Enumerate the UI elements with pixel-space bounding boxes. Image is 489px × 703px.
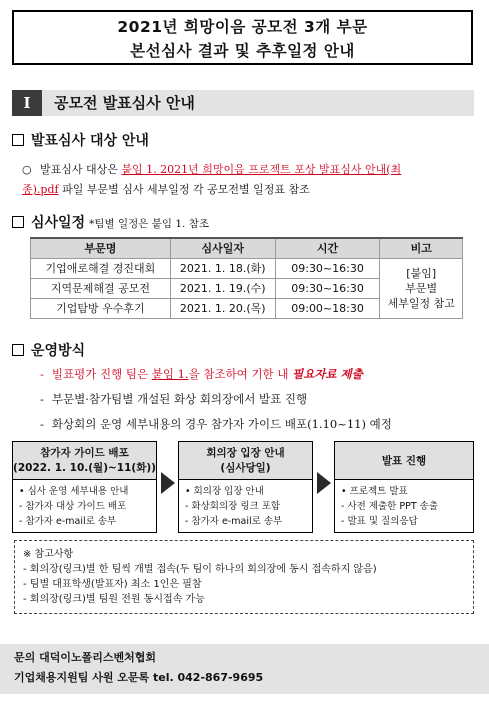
cell-name: 지역문제해결 공모전 (31, 278, 171, 298)
target-heading: 발표심사 대상 안내 (12, 130, 149, 150)
square-bullet-icon (12, 134, 24, 146)
flow-step-presentation (334, 441, 474, 533)
cell-name: 기업애로해결 경진대회 (31, 258, 171, 278)
title-line-2: 본선심사 결과 및 추후일정 안내 (130, 42, 355, 60)
flow-step-body: • 회의장 입장 안내 - 화상회의장 링크 포함 - 참가자 e-mail로 송부 (185, 486, 283, 527)
flow-step-title: 참가자 가이드 배포 (2022. 1. 10.(월)~11(화)) (13, 442, 156, 480)
note-item: - 회의장(링크)별 한 팀씩 개별 접속(두 팀이 하나의 회의장에 동시 접속하지 않음) (23, 564, 377, 575)
flow-step-guide (12, 441, 157, 533)
document-title (12, 10, 473, 65)
schedule-table (30, 237, 463, 319)
note-item: - 회의장(링크)별 팀원 전원 동시접속 가능 (23, 594, 205, 605)
attachment-link-cont[interactable]: 종).pdf (22, 183, 59, 196)
flow-step-title: 발표 진행 (335, 442, 473, 480)
notes-title: ※ 참고사항 (23, 549, 74, 560)
col-header-time: 시간 (275, 238, 380, 258)
operation-heading: 운영방식 (12, 340, 85, 360)
contact-footer (0, 644, 489, 694)
arrow-right-icon (317, 472, 331, 494)
cell-date: 2021. 1. 18.(화) (170, 258, 275, 278)
cell-remark: [붙임] 부문별 세부일정 참고 (380, 258, 463, 318)
notes-box (14, 540, 474, 614)
operation-item-3: - 화상회의 운영 세부내용의 경우 참가자 가이드 배포(1.10~11) 예정 (40, 417, 392, 431)
table-row (31, 258, 463, 278)
col-header-date: 심사일자 (170, 238, 275, 258)
schedule-note: *팀별 일정은 붙임 1. 참조 (89, 218, 210, 230)
contact-org: 문의 대덕이노폴리스벤처협회 (14, 651, 156, 664)
circle-bullet-icon: ○ (22, 163, 32, 176)
operation-item-1: - 빌표평가 진행 팀은 붙임 1.을 참조하여 기한 내 필요자료 제출 (40, 367, 363, 381)
attachment-link[interactable]: 붙임 1. 2021년 희망이음 프로젝트 포상 발표심사 안내(최 (121, 163, 402, 176)
flow-step-body: • 심사 운영 세부내용 안내 - 참가자 대상 가이드 배포 - 참가자 e-mail로 송부 (19, 486, 129, 527)
note-item: - 팀별 대표학생(발표자) 최소 1인은 필참 (23, 579, 202, 590)
emphasis-text: 필요자료 제출 (292, 367, 363, 381)
col-header-name: 부문명 (31, 238, 171, 258)
flow-step-entry (178, 441, 313, 533)
square-bullet-icon (12, 216, 24, 228)
target-paragraph: ○ 발표심사 대상은 붙임 1. 2021년 희망이음 프로젝트 포상 발표심사 안내(최 종).pdf 파일 부문별 심사 세부일정 각 공모전별 일정표 참조 (22, 160, 482, 200)
cell-date: 2021. 1. 20.(목) (170, 298, 275, 318)
table-header-row (31, 238, 463, 258)
operation-item-2: - 부문별·참가팀별 개설된 화상 회의장에서 발표 진행 (40, 392, 308, 406)
section-1-header (12, 90, 474, 116)
col-header-remark: 비고 (380, 238, 463, 258)
section-heading: 공모전 발표심사 안내 (42, 90, 474, 116)
cell-name: 기업탐방 우수후기 (31, 298, 171, 318)
contact-person: 기업채용지원팀 사원 오문록 tel. 042-867-9695 (14, 671, 264, 684)
cell-date: 2021. 1. 19.(수) (170, 278, 275, 298)
schedule-heading: 심사일정 *팀별 일정은 붙임 1. 참조 (12, 212, 209, 232)
attachment-link[interactable]: 붙임 1. (151, 367, 189, 381)
flow-step-title: 회의장 입장 안내 (심사당일) (179, 442, 312, 480)
arrow-right-icon (161, 472, 175, 494)
cell-time: 09:30~16:30 (275, 278, 380, 298)
square-bullet-icon (12, 344, 24, 356)
section-numeral: I (12, 90, 42, 116)
flow-step-body: • 프로젝트 발표 - 사전 제출한 PPT 송출 - 발표 및 질의응답 (341, 486, 439, 527)
cell-time: 09:30~16:30 (275, 258, 380, 278)
title-line-1: 2021년 희망이음 공모전 3개 부문 (117, 18, 368, 36)
cell-time: 09:00~18:30 (275, 298, 380, 318)
